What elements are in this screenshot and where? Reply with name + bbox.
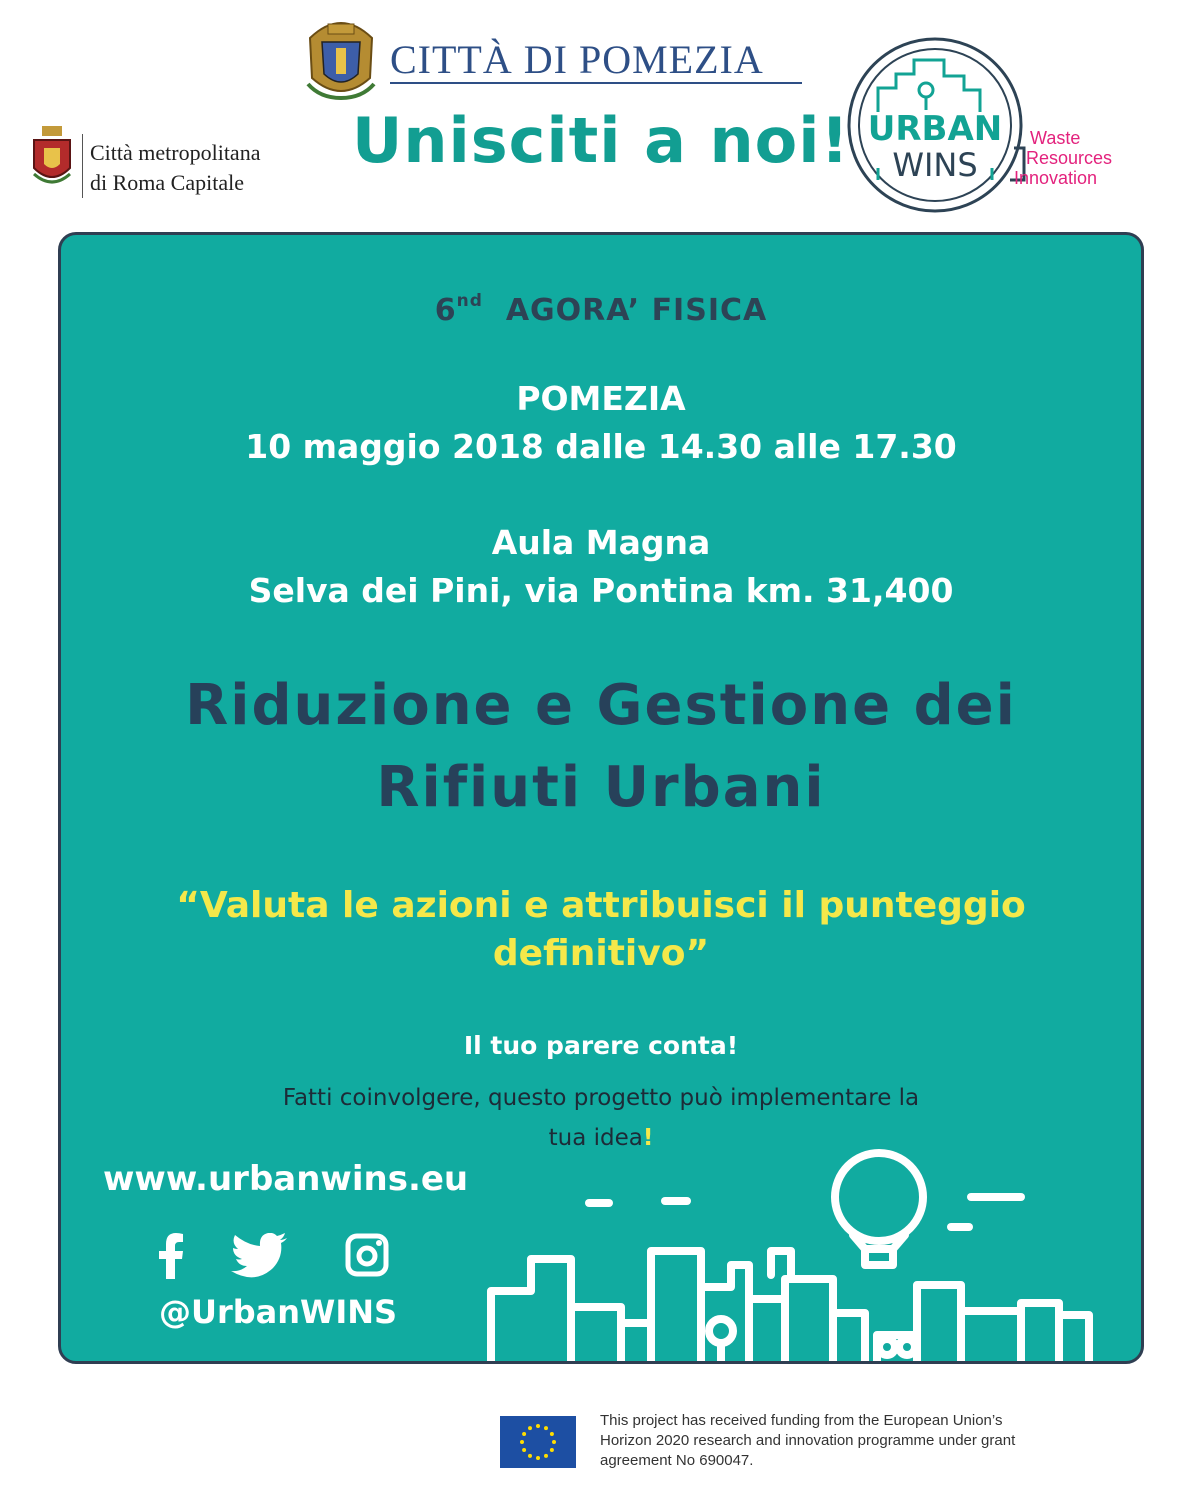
event-place: POMEZIA — [516, 379, 686, 418]
twitter-icon[interactable] — [231, 1233, 287, 1279]
agora-heading — [61, 291, 1141, 328]
instagram-icon[interactable] — [345, 1233, 389, 1277]
social-handle[interactable]: @UrbanWINS — [159, 1293, 398, 1331]
urbanwins-logo-icon — [840, 30, 1030, 220]
agora-suffix: nd — [456, 291, 483, 311]
opinion-text: Il tuo parere conta! — [463, 1031, 739, 1060]
pomezia-crest-icon — [300, 14, 382, 102]
event-panel — [58, 232, 1144, 1364]
event-hall: Aula Magna — [491, 523, 711, 562]
funding-text-line2: Horizon 2020 research and innovation programme under grant — [600, 1432, 1016, 1449]
agora-label: AGORA’ FISICA — [505, 293, 768, 328]
facebook-icon[interactable] — [157, 1233, 185, 1279]
event-address: Selva dei Pini, via Pontina km. 31,400 — [248, 571, 954, 610]
involve-text-line2-main: tua idea — [548, 1125, 643, 1151]
metro-name-line2: di Roma Capitale — [90, 170, 244, 195]
metro-divider — [82, 134, 83, 198]
event-datetime: 10 maggio 2018 dalle 14.30 alle 17.30 — [245, 427, 957, 466]
logo-caption-resources: Resources — [1026, 148, 1113, 168]
funding-text-line3: agreement No 690047. — [600, 1452, 754, 1469]
eu-flag-icon — [500, 1416, 576, 1468]
city-title: CITTÀ DI POMEZIA — [390, 37, 764, 82]
city-title-underline — [390, 82, 802, 84]
website-link[interactable]: www.urbanwins.eu — [103, 1159, 469, 1199]
logo-text-wins: WINS — [892, 146, 978, 184]
event-quote-line1: “Valuta le azioni e attribuisci il punteggio — [176, 885, 1026, 926]
event-quote-line2: definitivo” — [492, 933, 710, 974]
logo-caption-innovation: Innovation — [1014, 168, 1098, 188]
logo-text-urban: URBAN — [867, 109, 1003, 149]
agora-number: 6 — [434, 293, 457, 328]
event-topic-line2: Rifiuti Urbani — [376, 755, 826, 820]
event-topic-line1: Riduzione e Gestione dei — [185, 673, 1017, 738]
metro-crest-icon — [30, 124, 74, 190]
metro-name-line1: Città metropolitana — [90, 140, 261, 165]
funding-text-line1: This project has received funding from the European Union’s — [600, 1412, 1003, 1429]
tagline: Unisciti a noi! — [352, 104, 850, 177]
involve-text-line1: Fatti coinvolgere, questo progetto può implementare la — [282, 1085, 920, 1111]
city-skyline-illustration — [481, 1135, 1101, 1364]
involve-exclamation: ! — [642, 1125, 654, 1151]
logo-caption-waste: Waste — [1030, 128, 1081, 148]
